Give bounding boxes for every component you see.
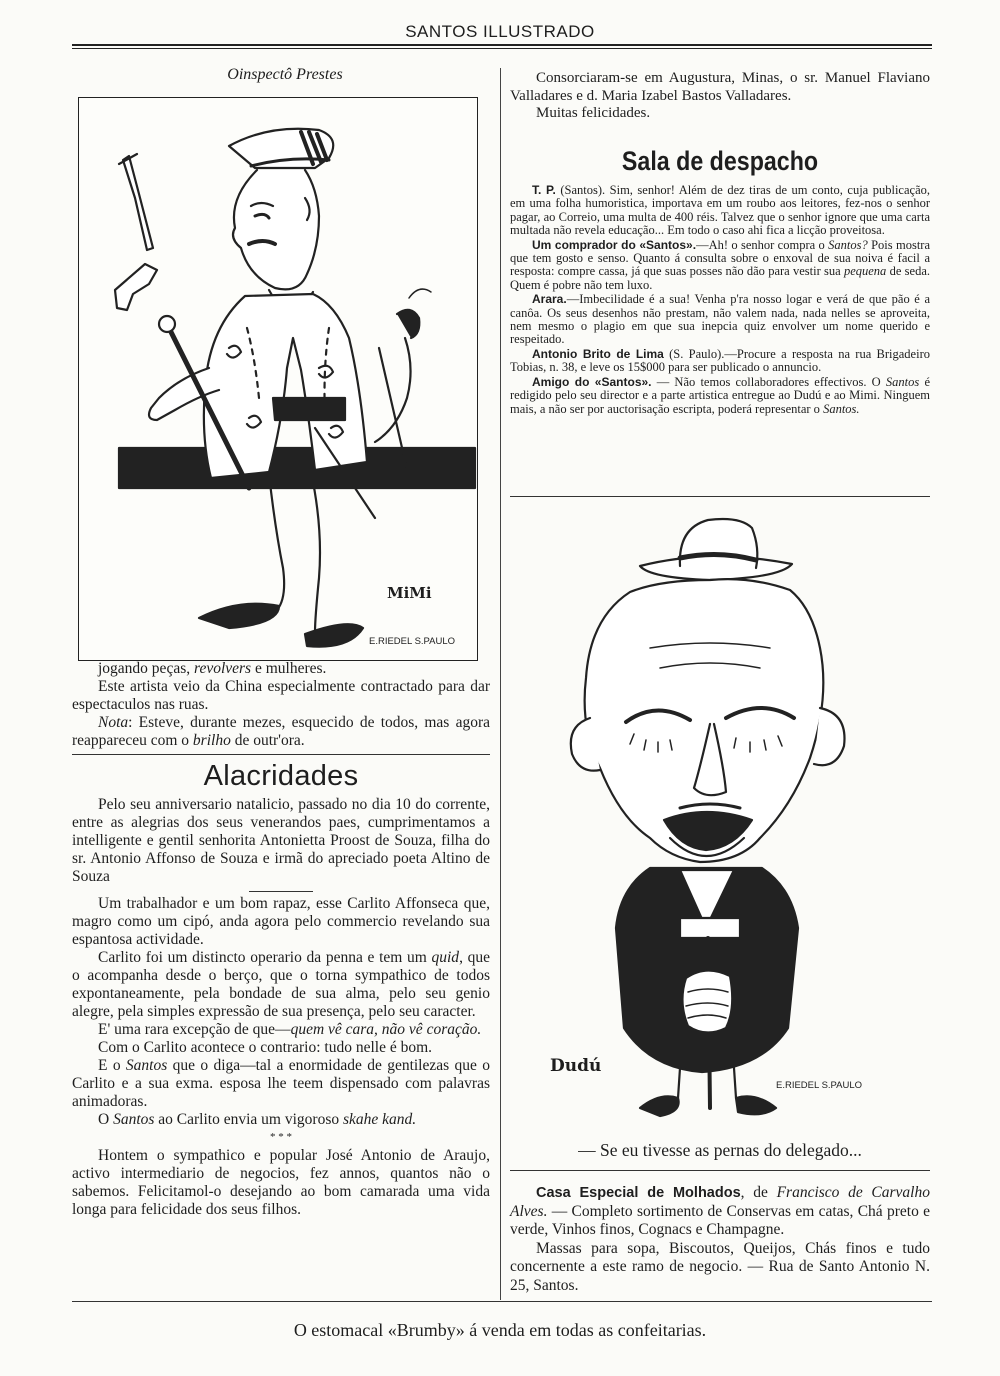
paragraph-birthday: Pelo seu anniversario natalicio, passado no dia 10 do corrente, entre as alegrias dos seus venerandos paes, cumprimentamos a intelligente e gentil senhorita Antonietta Proost de Souza, filha do sr. Antonio Affonso de Souza e irmã do apreciado poeta Altino de Souza xyxy=(72,796,490,885)
reply-brito-de-lima: Antonio Brito de Lima (S. Paulo).—Procure a resposta na rua Brigadeiro Tobias, n. 38, e leve os 15$000 para ser publicado o annuncio. xyxy=(510,346,930,375)
wedding-wishes: Muitas felicidades. xyxy=(536,105,651,121)
cartoon-artist-credit-right: E.RIEDEL S.PAULO xyxy=(776,1080,863,1091)
short-rule xyxy=(249,891,313,892)
cartoon-signature-mimi: MiMi xyxy=(387,584,432,602)
caricature-inspector xyxy=(79,98,477,660)
paragraph-carlito-3: E' uma rara excepção de que—quem vê cara, não vê coração. xyxy=(98,1021,482,1038)
header-rule-thin xyxy=(72,48,932,49)
running-title: SANTOS ILLUSTRADO xyxy=(405,22,595,41)
footer-rule xyxy=(72,1301,932,1302)
reply-arara: Arara.—Imbecilidade é a sua! Venha p'ra nosso logar e verá de que pão é a canôa. Os seus desenhos não prestam, não valem nada, nada nelles se aproveita, nem mesmo o plagio em que sua inepcia quiz envolver um nome querido e respeitado. xyxy=(510,292,930,347)
cartoon-caption-right: — Se eu tivesse as pernas do delegado... xyxy=(578,1140,862,1160)
article-continuation xyxy=(72,660,490,750)
section-title-sala-de-despacho: Sala de despacho xyxy=(621,146,819,176)
paragraph-carlito-4: Com o Carlito acontece o contrario: tudo nelle é bom. xyxy=(98,1039,433,1056)
reply-tp: T. P. (Santos). Sim, senhor! Além de dez tiras de um conto, cuja publicação, em uma folha humoristica, importava em um roubo aos leitores, fez-nos o senhor pagar, ao Correio, uma multa de 400 réis. Talvez que o senhor ignore que uma carta multada não revela educação... Em todo o caso ahi fica a licção proveitosa. xyxy=(510,183,930,238)
continuation-note: Nota: Esteve, durante mezes, esquecido de todos, mas agora reappareceu com o brilho de outr'ora. xyxy=(72,714,490,749)
section-separator-right xyxy=(510,496,930,497)
wedding-notice xyxy=(510,70,930,123)
section-title-alacridades: Alacridades xyxy=(203,760,359,792)
column-divider xyxy=(500,68,501,1300)
caricature-delegado xyxy=(530,508,910,1132)
cartoon-signature-dudu: Dudú xyxy=(550,1056,602,1076)
cartoon-caption-left: Oinspectô Prestes xyxy=(227,66,343,83)
correspondence-replies xyxy=(510,184,930,417)
continuation-line-1: jogando peças, revolvers e mulheres. xyxy=(98,660,327,677)
paragraph-carlito-5: E o Santos que o diga—tal a enormidade de gentilezas que o Carlito e a sua exma. esposa lhe teem dispensado com palavras animadoras. xyxy=(72,1057,490,1110)
ad-separator xyxy=(510,1170,930,1171)
ad-paragraph-1: Casa Especial de Molhados, de Francisco de Carvalho Alves. — Completo sortimento de Conservas em catas, Chá preto e verde, Vinhos finos, Cognacs e Champagne. xyxy=(510,1184,930,1238)
cartoon-frame-left xyxy=(78,97,478,661)
header-rule xyxy=(72,44,932,46)
cartoon-frame-right xyxy=(530,508,910,1132)
paragraph-carlito-1: Um trabalhador e um bom rapaz, esse Carlito Affonseca que, magro como um cipó, anda agora pelo commercio revelando sua espantosa actividade. xyxy=(72,895,490,948)
wedding-paragraph: Consorciaram-se em Augustura, Minas, o sr. Manuel Flaviano Valladares e d. Maria Izabel Bastos Valladares. xyxy=(510,70,930,104)
ad-paragraph-2: Massas para sopa, Biscoutos, Queijos, Chás finos e tudo concernente a este ramo de negocio. — Rua de Santo Antonio N. 25, Santos. xyxy=(510,1239,930,1294)
cartoon-artist-credit-left: E.RIEDEL S.PAULO xyxy=(369,636,456,647)
footer-advert: O estomacal «Brumby» á venda em todas as confeitarias. xyxy=(293,1320,707,1340)
paragraph-carlito-6: O Santos ao Carlito envia um vigoroso skahe kand. xyxy=(98,1111,417,1128)
asterism: * * * xyxy=(270,1131,292,1143)
paragraph-carlito-2: Carlito foi um distincto operario da penna e tem um quid, que o acompanha desde o berço, que o torna sympathico de todos expontaneamente, pela bondade de sua alma, pelo seu genio alegre, pela simples expressão de sua presença, pelo seu caracter. xyxy=(72,949,490,1020)
continuation-paragraph-2: Este artista veio da China especialmente contractado para dar espectaculos nas ruas. xyxy=(72,678,490,713)
reply-amigo: Amigo do «Santos». — Não temos collaboradores effectivos. O Santos é redigido pelo seu director e a parte artistica entregue ao Dudú e ao Mimi. Ninguem mais, a não ser por auctorisação escripta, poderá representar o Santos. xyxy=(510,374,930,416)
section-separator xyxy=(72,754,490,755)
reply-comprador: Um comprador do «Santos».—Ah! o senhor compra o Santos? Pois mostra que tem gosto e senso. Quanto á consulta sobre o enxoval de sua noiva é facil a resposta: compre cassa, já que suas posses não dão para vestir sua pequena de seda. Quem é pobre não tem luxo. xyxy=(510,237,930,292)
paragraph-araujo: Hontem o sympathico e popular José Antonio de Araujo, activo intermediario de negocios, fez annos, quantos não o sabemos. Felicitamol-o desejando ao bom camarada uma vida longa para felicidade dos seus filhos. xyxy=(72,1147,490,1218)
alacridades-text xyxy=(72,796,490,1219)
advertisement-casa-especial xyxy=(510,1184,930,1295)
